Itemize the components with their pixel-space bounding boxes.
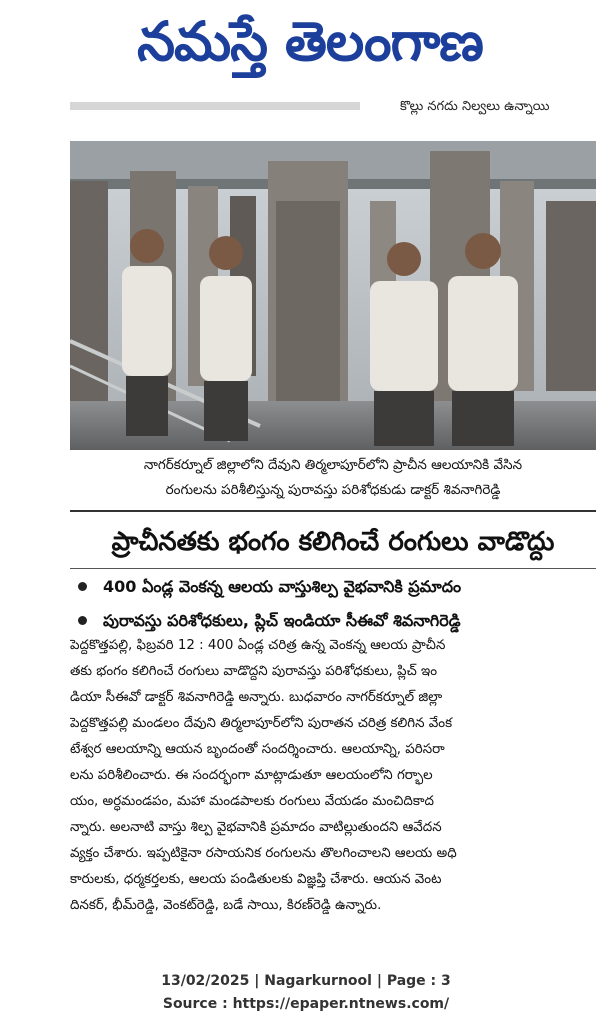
highlight-bullet (72, 606, 596, 636)
newspaper-masthead: నమస్తే తెలంగాణ (137, 9, 483, 73)
section-divider (70, 510, 596, 512)
footer-source: Source : https://epaper.ntnews.com/ (162, 996, 450, 1012)
footer-meta: 13/02/2025 | Nagarkurnool | Page : 3 (161, 973, 451, 989)
photo-caption (70, 453, 596, 505)
bullet-icon (78, 616, 87, 625)
adjacent-article-snippet: కొల్లు నగదు నిల్వలు ఉన్నాయి (400, 99, 550, 114)
body-line: వ్యక్తం చేశారు. ఇప్పటికైనా రసాయనిక రంగులను తొలగించాలని ఆలయ అధి (70, 846, 457, 861)
body-line: డియా సీఈవో డాక్టర్ శివనాగిరెడ్డి అన్నారు. బుధవారం నాగర్‌కర్నూల్ జిల్లా (70, 690, 443, 705)
body-line: పెద్దకొత్తపల్లి మండలం దేవుని తిర్మలాపూర్‌లోని పురాతన చరిత్ర కలిగిన వేంక (70, 716, 453, 731)
highlight-bullet (72, 572, 596, 602)
body-line: పెద్దకొత్తపల్లి, ఫిబ్రవరి 12 : 400 ఏండ్ల చరిత్ర ఉన్న వెంకన్న ఆలయ ప్రాచీన (70, 638, 446, 653)
body-line: లను పరిశీలించారు. ఈ సందర్భంగా మాట్లాడుతూ ఆలయంలోని గర్భాల (70, 768, 433, 783)
temple-visit-photo (70, 141, 596, 450)
body-line: కారులకు, ధర్మకర్తలకు, ఆలయ పండితులకు విజ్ఞప్తి చేశారు. ఆయన వెంట (70, 872, 442, 887)
header-rule (70, 102, 360, 110)
article-body (70, 633, 596, 945)
bullet-icon (78, 582, 87, 591)
bullet-text: 400 ఏండ్ల వెంకన్న ఆలయ వాస్తుశిల్ప వైభవానికి ప్రమాదం (103, 577, 462, 596)
article-photo (70, 141, 596, 450)
body-line: టేశ్వర ఆలయాన్ని ఆయన బృందంతో సందర్శించారు. ఆలయాన్ని, పరిసరా (70, 742, 445, 757)
caption-line: నాగర్‌కర్నూల్ జిల్లాలోని దేవుని తిర్మలాపూర్‌లోని ప్రాచీన ఆలయానికి వేసిన (143, 457, 523, 473)
caption-line: రంగులను పరిశీలిస్తున్న పురావస్తు పరిశోధకుడు డాక్టర్ శివనాగిరెడ్డి (165, 482, 501, 498)
body-line: తకు భంగం కలిగించే రంగులు వాడొద్దని పురావస్తు పరిశోధకులు, ప్లిచ్ ఇం (70, 664, 438, 679)
body-line: యం, అర్ధమండపం, మహా మండపాలకు రంగులు వేయడం మంచిదికాద (70, 794, 434, 809)
headline-divider (70, 568, 596, 569)
article-headline: ప్రాచీనతకు భంగం కలిగించే రంగులు వాడొద్దు (111, 527, 555, 557)
body-line: దినకర్, భీమ్‌రెడ్డి, వెంకట్‌రెడ్డి, బడే సాయి, కిరణ్‌రెడ్డి ఉన్నారు. (70, 898, 382, 913)
body-line: న్నారు. అలనాటి వాస్తు శిల్ప వైభవానికి ప్రమాదం వాటిల్లుతుందని ఆవేదన (70, 820, 442, 835)
bullet-text: పురావస్తు పరిశోధకులు, ప్లిచ్ ఇండియా సీఈవో శివనాగిరెడ్డి (103, 611, 461, 630)
page-footer (0, 970, 612, 1016)
